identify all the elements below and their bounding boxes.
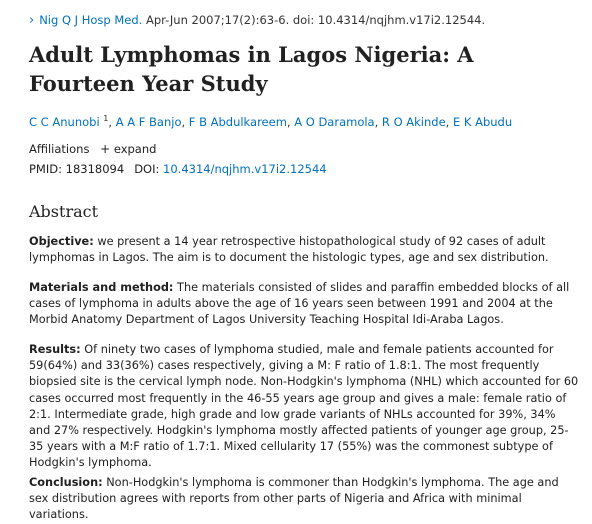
abstract-objective xyxy=(29,234,579,266)
expand-label[interactable]: expand xyxy=(113,142,157,156)
author-list: C C Anunobi $^1$, A A F Banjo, F B Abdulkareem, A O Daramola, R O Akinde, E K Abudu xyxy=(29,114,513,129)
abstract-heading: Abstract xyxy=(29,202,99,221)
author-link[interactable]: A O Daramola xyxy=(294,114,375,129)
citation-line xyxy=(29,13,485,28)
identifiers xyxy=(29,162,327,176)
section-label: Materials and method: xyxy=(29,281,174,294)
pmid-label: PMID: xyxy=(29,162,62,176)
affiliations-toggle[interactable] xyxy=(29,142,156,156)
abstract-results xyxy=(29,342,579,472)
doi-link[interactable]: 10.4314/nqjhm.v17i2.12544 xyxy=(163,162,327,176)
abstract-methods xyxy=(29,280,579,329)
section-text: The materials consisted of slides and paraffin embedded blocks of all cases of lymphoma in adults above the age of 16 years seen between 1991 and 2004 at the Morbid Anatomy Department of Lagos University Teaching Hospital Idi-Araba Lagos. xyxy=(29,281,570,327)
author-link[interactable]: R O Akinde xyxy=(381,114,446,129)
citation-details: Apr-Jun 2007;17(2):63-6. doi: 10.4314/nqjhm.v17i2.12544. xyxy=(142,13,486,27)
section-label: Objective: xyxy=(29,235,94,248)
abstract-conclusion xyxy=(29,475,579,524)
author-link[interactable]: F B Abdulkareem xyxy=(188,114,287,129)
article-title: Adult Lymphomas in Lagos Nigeria: A Fourteen Year Study xyxy=(29,42,474,96)
affiliation-ref[interactable]: 1 xyxy=(103,114,109,123)
author-link[interactable]: E K Abudu xyxy=(452,114,513,129)
author-link[interactable]: C C Anunobi xyxy=(29,114,100,129)
section-text: Non-Hodgkin's lymphoma is commoner than Hodgkin's lymphoma. The age and sex distribution agrees with reports from other parts of Nigeria and Africa with minimal variations. xyxy=(29,476,559,522)
plus-icon: + xyxy=(100,142,111,156)
doi-label: DOI: xyxy=(134,162,160,176)
journal-link[interactable]: Nig Q J Hosp Med. xyxy=(39,13,143,27)
section-text: Of ninety two cases of lymphoma studied, male and female patients accounted for 59(64%) and 33(36%) cases respectively, giving a M: F ratio of 1.8:1. The most frequently biopsied site is the cervical lymph node. Non-Hodgkin's lymphoma (NHL) which accounted for 60 cases occurred most frequently in the 46-55 years age group and gives a male: female ratio of 2:1. Intermediate grade, high grade and low grade variants of NHLs accounted for 39%, 34% and 27% respectively. Hodgkin's lymphoma mostly affected patients of younger age group, 25-35 years with a M:F ratio of 1.7:1. Mixed cellularity 17 (55%) was the commonest subtype of Hodgkin's lymphoma. xyxy=(29,343,579,470)
affiliations-label: Affiliations xyxy=(29,142,90,156)
chevron-right-icon: › xyxy=(29,13,35,28)
author-link[interactable]: A A F Banjo xyxy=(115,114,182,129)
section-label: Results: xyxy=(29,343,81,356)
section-label: Conclusion: xyxy=(29,476,103,489)
section-text: we present a 14 year retrospective histopathological study of 92 cases of adult lymphomas in Lagos. The aim is to document the histologic types, age and sex distribution. xyxy=(29,235,549,265)
pmid-value: 18318094 xyxy=(65,162,125,176)
